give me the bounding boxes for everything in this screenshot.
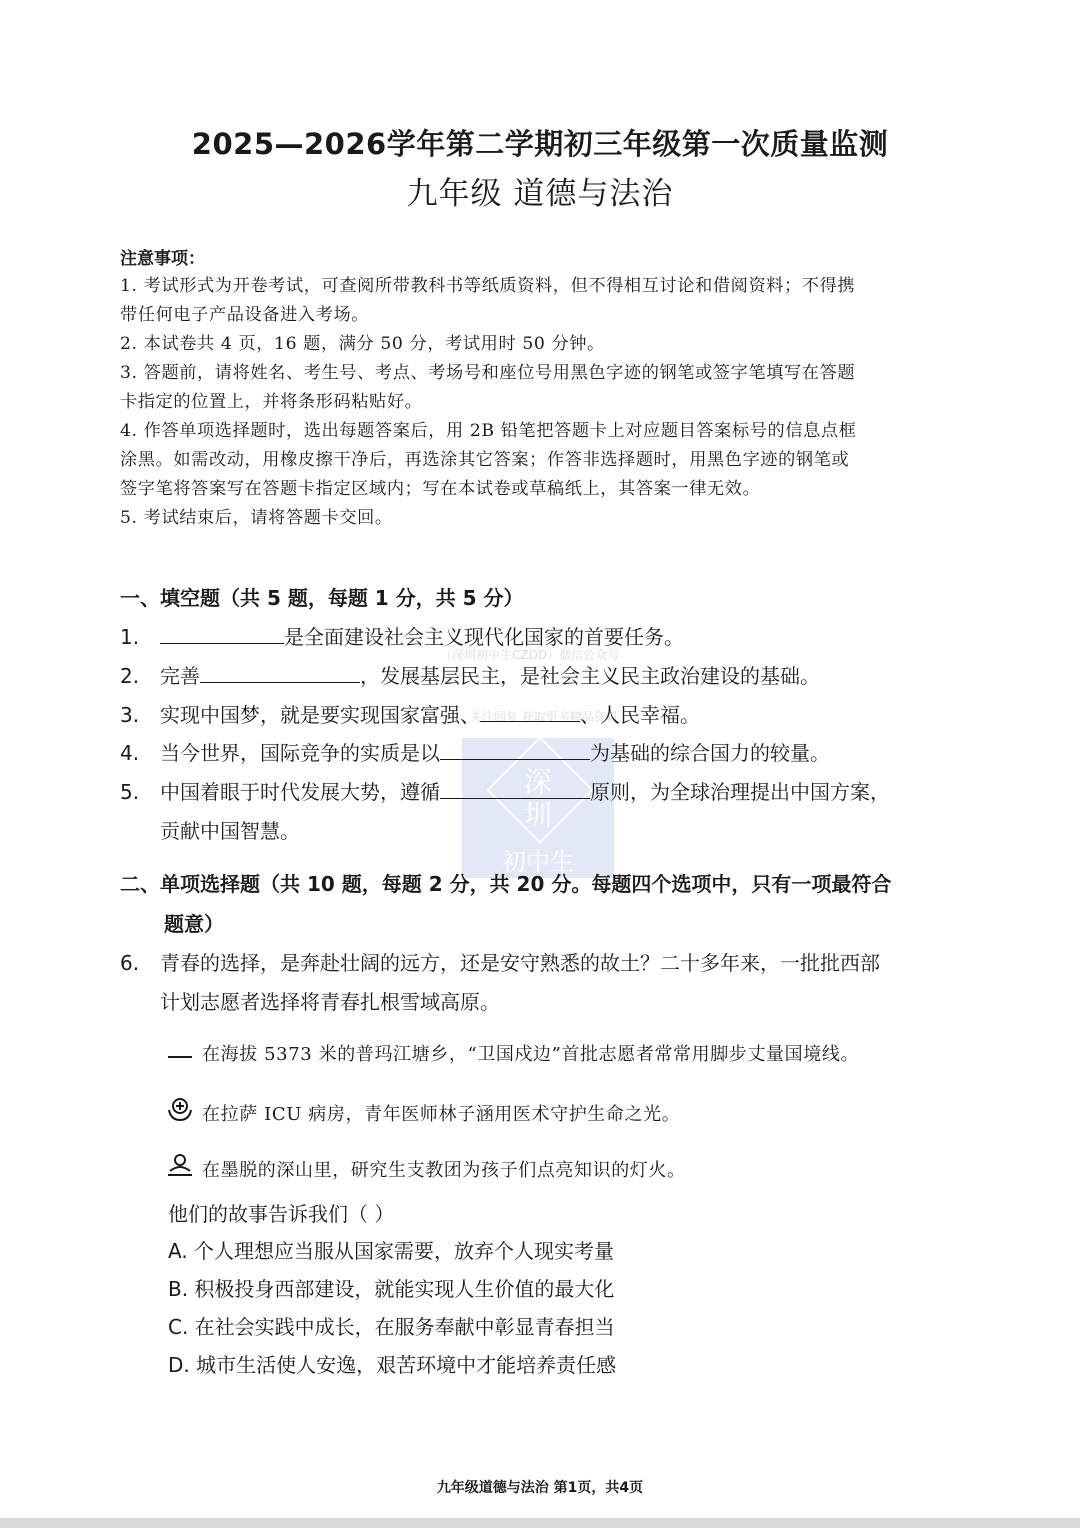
question-text: 完善 bbox=[160, 664, 200, 688]
question-2 bbox=[120, 657, 960, 695]
watermark-faint-text: （深圳初中生CZDD）微信公众号 bbox=[440, 648, 620, 662]
teacher-icon bbox=[166, 1153, 202, 1189]
story-item bbox=[166, 1040, 966, 1070]
section2-heading-cont: 题意） bbox=[164, 912, 224, 936]
notice-line: 5. 考试结束后，请将答题卡交回。 bbox=[120, 508, 393, 528]
mountain-icon bbox=[166, 1040, 202, 1070]
option-c[interactable]: C. 在社会实践中成长，在服务奉献中彰显青春担当 bbox=[168, 1315, 615, 1339]
watermark-char: 深 bbox=[523, 765, 552, 798]
question-text: 、人民幸福。 bbox=[580, 703, 700, 727]
question-stem: 青春的选择，是奔赴壮阔的远方，还是安守熟悉的故土？二十多年来，一批批西部 bbox=[160, 951, 880, 975]
question-6 bbox=[120, 944, 960, 982]
watermark-bottom-text: 初中生 bbox=[502, 848, 574, 876]
question-3 bbox=[120, 696, 960, 734]
section2-heading: 二、单项选择题（共 10 题，每题 2 分，共 20 分。每题四个选项中，只有一项最符合 bbox=[120, 872, 892, 896]
question-number: 1. bbox=[120, 625, 140, 649]
answer-blank[interactable] bbox=[440, 737, 590, 760]
answer-blank[interactable] bbox=[440, 776, 590, 799]
question-number: 5. bbox=[120, 780, 140, 804]
question-1 bbox=[120, 618, 960, 656]
story-item bbox=[166, 1096, 966, 1134]
notice-line: 1. 考试形式为开卷考试，可查阅所带教科书等纸质资料，但不得相互讨论和借阅资料；不得携 bbox=[120, 276, 856, 296]
question-number: 4. bbox=[120, 741, 140, 765]
question-text: 是全面建设社会主义现代化国家的首要任务。 bbox=[284, 625, 684, 649]
question-text: 为基础的综合国力的较量。 bbox=[590, 741, 830, 765]
exam-subtitle: 九年级 道德与法治 bbox=[406, 176, 674, 212]
answer-blank[interactable] bbox=[480, 699, 580, 722]
section1-heading: 一、填空题（共 5 题，每题 1 分，共 5 分） bbox=[120, 586, 524, 610]
option-b[interactable]: B. 积极投身西部建设，就能实现人生价值的最大化 bbox=[168, 1277, 615, 1301]
question-number: 3. bbox=[120, 703, 140, 727]
story-item bbox=[166, 1153, 966, 1189]
question-text: 当今世界，国际竞争的实质是以 bbox=[160, 741, 440, 765]
question-number: 6. bbox=[120, 951, 140, 975]
question-text: 中国着眼于时代发展大势，遵循 bbox=[160, 780, 440, 804]
story-text: 在拉萨 ICU 病房，青年医师林子涵用医术守护生命之光。 bbox=[202, 1104, 681, 1125]
story-text: 在墨脱的深山里，研究生支教团为孩子们点亮知识的灯火。 bbox=[202, 1160, 686, 1181]
question-text: 原则，为全球治理提出中国方案， bbox=[590, 780, 890, 804]
watermark-char: 圳 bbox=[523, 799, 552, 832]
notice-line: 2. 本试卷共 4 页，16 题，满分 50 分，考试用时 50 分钟。 bbox=[120, 334, 605, 354]
exam-title: 2025—2026学年第二学期初三年级第一次质量监测 bbox=[191, 127, 889, 161]
notice-list bbox=[120, 272, 960, 533]
question-4 bbox=[120, 734, 960, 772]
page-footer: 九年级道德与法治 第1页，共4页 bbox=[436, 1480, 644, 1496]
question-stem-cont: 计划志愿者选择将青春扎根雪域高原。 bbox=[160, 990, 500, 1014]
answer-blank[interactable] bbox=[200, 660, 360, 683]
notice-line: 卡指定的位置上，并将条形码粘贴好。 bbox=[120, 392, 423, 412]
notice-line: 涂黑。如需改动，用橡皮擦干净后，再选涂其它答案；作答非选择题时，用黑色字迹的钢笔或 bbox=[120, 450, 850, 470]
notice-heading: 注意事项： bbox=[120, 249, 205, 269]
medical-hands-icon bbox=[166, 1096, 202, 1134]
question-5 bbox=[120, 773, 960, 811]
option-a[interactable]: A. 个人理想应当服从国家需要，放弃个人现实考量 bbox=[168, 1239, 615, 1263]
notice-line: 4. 作答单项选择题时，选出每题答案后，用 2B 铅笔把答题卡上对应题目答案标号的信息点框 bbox=[120, 421, 857, 441]
scan-edge bbox=[0, 1518, 1080, 1528]
notice-line: 3. 答题前，请将姓名、考生号、考点、考场号和座位号用黑色字迹的钢笔或签字笔填写在答题 bbox=[120, 363, 856, 383]
answer-blank[interactable] bbox=[160, 621, 284, 644]
option-d[interactable]: D. 城市生活使人安逸，艰苦环境中才能培养责任感 bbox=[168, 1353, 617, 1377]
watermark-faint-text: 关注回复 获取更多精品资料 bbox=[470, 710, 618, 724]
question-prompt: 他们的故事告诉我们（ ） bbox=[168, 1202, 395, 1226]
notice-line: 签字笔将答案写在答题卡指定区域内；写在本试卷或草稿纸上，其答案一律无效。 bbox=[120, 479, 761, 499]
question-number: 2. bbox=[120, 664, 140, 688]
notice-line: 带任何电子产品设备进入考场。 bbox=[120, 305, 370, 325]
question-text: 实现中国梦，就是要实现国家富强、 bbox=[160, 703, 480, 727]
question-5-cont: 贡献中国智慧。 bbox=[160, 819, 300, 843]
story-text: 在海拔 5373 米的普玛江塘乡，“卫国戍边”首批志愿者常常用脚步丈量国境线。 bbox=[202, 1044, 860, 1065]
question-text: ，发展基层民主，是社会主义民主政治建设的基础。 bbox=[360, 664, 820, 688]
